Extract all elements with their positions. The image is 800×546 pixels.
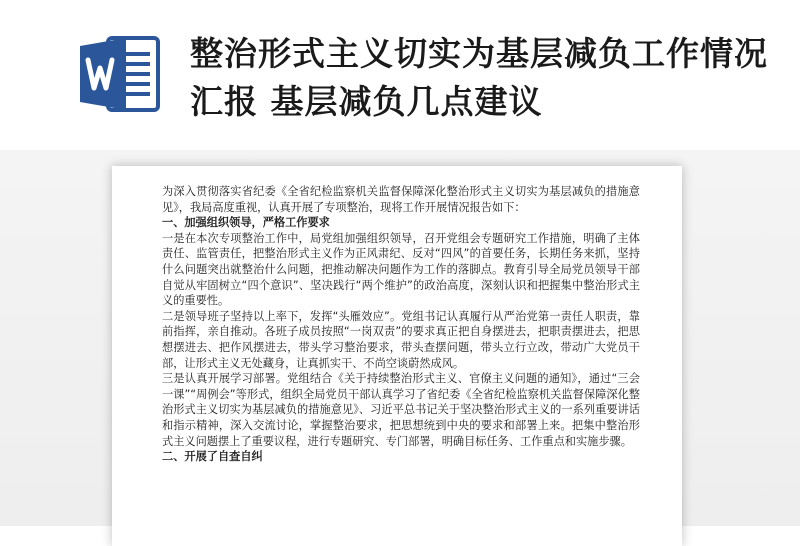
body-paragraph-2: 二是领导班子坚持以上率下，发挥“头雁效应”。党组书记认真履行从严治党第一责任人职责，靠前指挥，亲自推动。各班子成员按照“一岗双责”的要求真正把自身摆进去，把职责摆进去，把思想摆进去、把作风摆进去，带头学习整治要求，带头查摆问题，带头立行立改，带动广大党员干部，让形式主义无处藏身，让真抓实干、不尚空谈蔚然成风。 xyxy=(162,309,640,370)
body-paragraph-3: 三是认真开展学习部署。党组结合《关于持续整治形式主义、官僚主义问题的通知》，通过“三会一课”“周例会”等形式，组织全局党员干部认真学习了省纪委《全省纪检监察机关监督保障深化整治形式主义切实为基层减负的措施意见》、习近平总书记关于坚决整治形式主义的一系列重要讲话和指示精神，深入交流讨论，掌握整治要求，把思想统到中央的要求和部署上来。把集中整治形式主义问题摆上了重要议程，进行专题研究、专门部署，明确目标任务、工作重点和实施步骤。 xyxy=(162,372,640,448)
header-banner xyxy=(0,0,800,160)
section-heading-2: 二、开展了自查自纠 xyxy=(162,450,263,464)
section-heading-1: 一、加强组织领导，严格工作要求 xyxy=(162,216,330,230)
document-page xyxy=(112,166,682,546)
body-paragraph-1: 一是在本次专项整治工作中，局党组加强组织领导，召开党组会专题研究工作措施，明确了主体责任、监管责任，把整治形式主义作为正风肃纪、反对“四风”的首要任务，长期任务来抓，坚持什么问题突出就整治什么问题，把推动解决问题作为工作的落脚点。教育引导全局党员领导干部自觉从牢固树立“四个意识”、坚决践行“两个维护”的政治高度，深刻认识和把握集中整治形式主义的重要性。 xyxy=(162,231,640,308)
page-title: 整治形式主义切实为基层减负工作情况汇报 基层减负几点建议 xyxy=(190,34,768,121)
document-body xyxy=(162,184,640,465)
word-document-icon xyxy=(78,32,162,116)
intro-paragraph: 为深入贯彻落实省纪委《全省纪检监察机关监督保障深化整治形式主义切实为基层减负的措施意见》，我局高度重视，认真开展了专项整治，现将工作开展情况报告如下： xyxy=(162,185,640,214)
